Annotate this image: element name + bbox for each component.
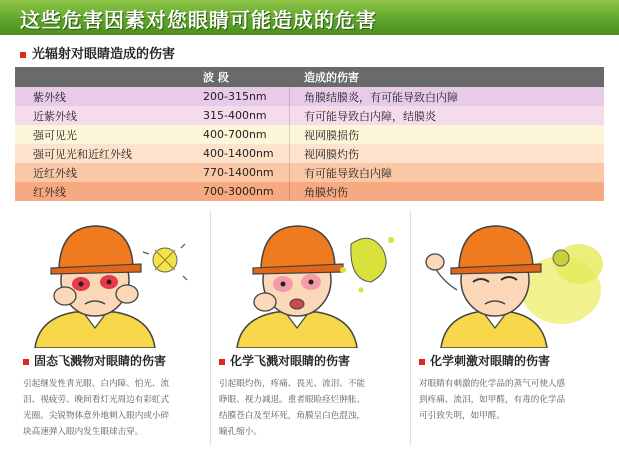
red-square-icon [20, 52, 26, 58]
description-line: 光圈。尖锐物体意外地刺入眼内或小碎 [23, 411, 170, 421]
panel-solid-debris [15, 210, 203, 446]
worker-debris-illustration [15, 210, 203, 348]
table-row [15, 163, 604, 182]
description-line: 结膜苍白及至坏死，角膜呈白色混浊， [219, 411, 366, 421]
row-harm: 有可能导致白内障 [304, 166, 392, 180]
panel-title-text: 化学刺激对眼睛的伤害 [430, 354, 551, 368]
table-row [15, 182, 604, 201]
panel-description [419, 376, 595, 424]
red-square-icon [219, 359, 225, 365]
panel-chemical-splash [210, 210, 403, 446]
panel-title [23, 352, 166, 369]
row-harm: 角膜灼伤 [304, 185, 348, 199]
panel-chemical-irritation [410, 210, 607, 446]
red-square-icon [419, 359, 425, 365]
row-range: 770-1400nm [187, 163, 290, 182]
row-range: 400-700nm [187, 125, 290, 144]
description-line: 可引致失明，如甲醛。 [419, 411, 505, 421]
row-name: 近紫外线 [33, 109, 77, 123]
panel-title [419, 352, 550, 369]
banner [0, 0, 619, 35]
table-row [15, 125, 604, 144]
row-name: 强可见光 [33, 128, 77, 142]
banner-title: 这些危害因素对您眼睛可能造成的危害 [20, 8, 377, 32]
table-row [15, 106, 604, 125]
description-line: 对眼睛有刺激的化学品的蒸气可使人感 [419, 379, 566, 389]
description-line: 引起继发性青光眼、白内障、怕光、流 [23, 379, 170, 389]
section-title-text: 光辐射对眼睛造成的伤害 [32, 47, 176, 62]
panel-description [23, 376, 199, 440]
description-line: 睁眼、视力减退。重者眼睑痉烂肿胀、 [219, 395, 366, 405]
worker-splash-illustration [211, 210, 403, 348]
description-line: 瞳孔缩小。 [219, 427, 262, 437]
panel-title-text: 固态飞溅物对眼睛的伤害 [34, 354, 167, 368]
description-line: 泪、视疲劳、晚间看灯光周边有彩虹式 [23, 395, 170, 405]
row-harm: 视网膜损伤 [304, 128, 359, 142]
row-name: 强可见光和近红外线 [33, 147, 132, 161]
red-square-icon [23, 359, 29, 365]
row-range: 700-3000nm [187, 182, 290, 201]
panel-description [219, 376, 395, 440]
section-title [20, 43, 175, 62]
table-row [15, 87, 604, 106]
panel-title-text: 化学飞溅对眼睛的伤害 [230, 354, 351, 368]
description-line: 引起眼灼伤，疼痛、畏光、流泪、不能 [219, 379, 366, 389]
row-range: 400-1400nm [187, 144, 290, 163]
table-header [15, 67, 604, 87]
row-name: 红外线 [33, 185, 66, 199]
row-range: 200-315nm [187, 87, 290, 106]
description-line: 到疼痛、流泪，如甲醛，有毒的化学品 [419, 395, 566, 405]
panel-title [219, 352, 350, 369]
row-harm: 角膜结膜炎，有可能导致白内障 [304, 90, 458, 104]
row-name: 紫外线 [33, 90, 66, 104]
header-cell-range: 波 段 [203, 71, 229, 84]
worker-fumes-illustration [411, 210, 607, 348]
row-harm: 有可能导致白内障，结膜炎 [304, 109, 436, 123]
row-name: 近红外线 [33, 166, 77, 180]
table-row [15, 144, 604, 163]
header-cell-harm: 造成的伤害 [304, 71, 359, 84]
radiation-table [15, 67, 604, 201]
row-harm: 视网膜灼伤 [304, 147, 359, 161]
row-range: 315-400nm [187, 106, 290, 125]
description-line: 块高速弹入眼内发生眼球击穿。 [23, 427, 144, 437]
